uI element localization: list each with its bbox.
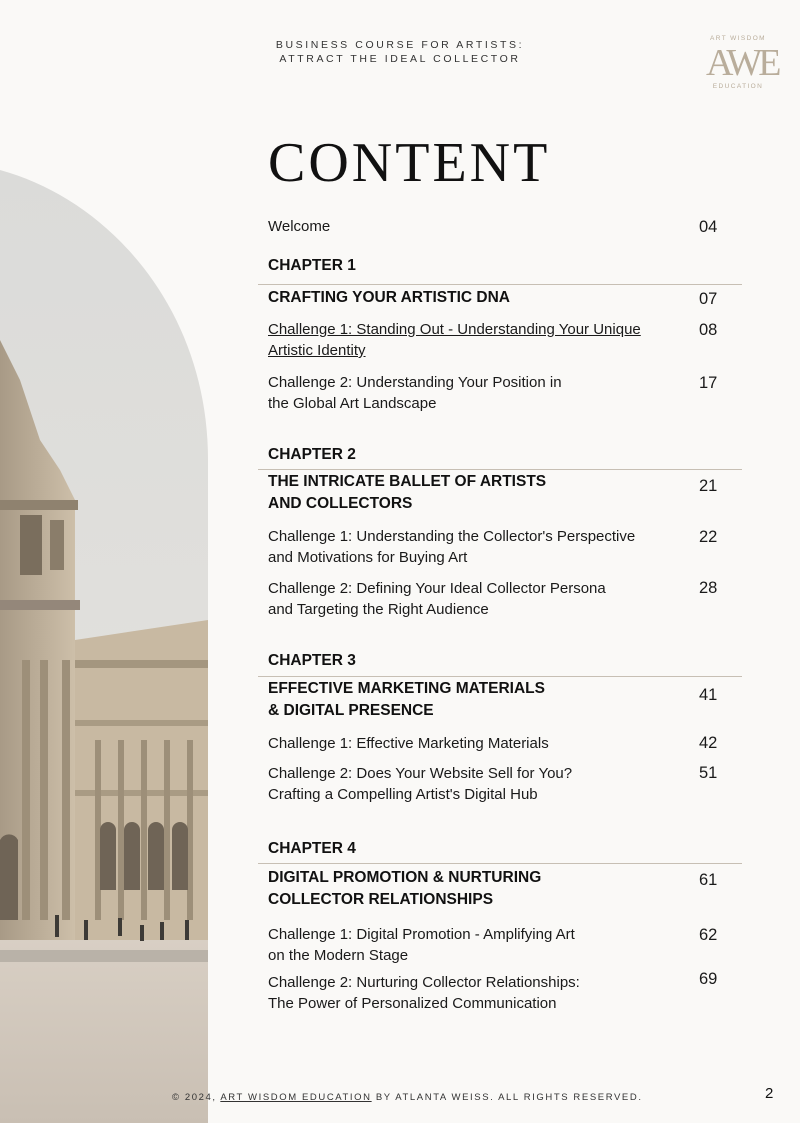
louvre-photo bbox=[0, 0, 208, 1123]
chapter-4-title[interactable]: DIGITAL PROMOTION & NURTURING COLLECTOR RELATIONSHIPS bbox=[268, 869, 542, 908]
chapter-1-challenge-2[interactable]: Challenge 2: Understanding Your Position in the Global Art Landscape bbox=[268, 374, 562, 412]
chapter-3-page: 41 bbox=[699, 686, 718, 704]
chapter-4-page: 61 bbox=[699, 871, 718, 889]
copyright-footer bbox=[172, 1092, 643, 1103]
toc-welcome-label[interactable]: Welcome bbox=[268, 218, 331, 235]
footer-suffix: BY ATLANTA WEISS. ALL RIGHTS RESERVED. bbox=[371, 1092, 643, 1103]
chapter-4-challenge-2-page: 69 bbox=[699, 970, 718, 988]
chapter-1-heading: CHAPTER 1 bbox=[268, 257, 356, 274]
chapter-1-title[interactable]: CRAFTING YOUR ARTISTIC DNA bbox=[268, 289, 510, 306]
header-line-2: ATTRACT THE IDEAL COLLECTOR bbox=[279, 53, 521, 65]
chapter-2-challenge-1[interactable]: Challenge 1: Understanding the Collector's Perspective and Motivations for Buying Art bbox=[268, 528, 636, 566]
chapter-3-challenge-1-page: 42 bbox=[699, 734, 718, 752]
page-title: CONTENT bbox=[268, 132, 551, 194]
chapter-3-challenge-2[interactable]: Challenge 2: Does Your Website Sell for You? Crafting a Compelling Artist's Digital Hub bbox=[268, 765, 573, 803]
chapter-2-challenge-2[interactable]: Challenge 2: Defining Your Ideal Collector Persona and Targeting the Right Audience bbox=[268, 580, 606, 618]
chapter-4-challenge-1-page: 62 bbox=[699, 926, 718, 944]
chapter-4-heading: CHAPTER 4 bbox=[268, 840, 356, 857]
chapter-4-challenge-1[interactable]: Challenge 1: Digital Promotion - Amplifying Art on the Modern Stage bbox=[268, 926, 575, 964]
chapter-2-challenge-2-page: 28 bbox=[699, 579, 718, 597]
chapter-3-challenge-1[interactable]: Challenge 1: Effective Marketing Materials bbox=[268, 735, 549, 752]
toc-welcome-page: 04 bbox=[699, 218, 718, 236]
page-number: 2 bbox=[765, 1085, 774, 1102]
course-header bbox=[250, 38, 550, 66]
chapter-3-heading: CHAPTER 3 bbox=[268, 652, 356, 669]
chapter-3-divider bbox=[258, 676, 742, 677]
chapter-2-heading: CHAPTER 2 bbox=[268, 446, 356, 463]
chapter-4-divider bbox=[258, 863, 742, 864]
chapter-1-divider bbox=[258, 284, 742, 285]
chapter-4-challenge-2[interactable]: Challenge 2: Nurturing Collector Relationships: The Power of Personalized Communication bbox=[268, 974, 580, 1012]
chapter-3-challenge-2-page: 51 bbox=[699, 764, 718, 782]
chapter-2-page: 21 bbox=[699, 477, 718, 495]
chapter-2-divider bbox=[258, 469, 742, 470]
chapter-1-page: 07 bbox=[699, 290, 718, 308]
footer-link[interactable]: ART WISDOM EDUCATION bbox=[220, 1092, 372, 1103]
logo-top-text: ART WISDOM bbox=[709, 35, 766, 42]
chapter-2-title[interactable]: THE INTRICATE BALLET OF ARTISTS AND COLLECTORS bbox=[268, 473, 547, 512]
logo-mark: AWE bbox=[706, 42, 778, 84]
chapter-3-title[interactable]: EFFECTIVE MARKETING MATERIALS & DIGITAL PRESENCE bbox=[268, 680, 545, 719]
chapter-1-challenge-2-page: 17 bbox=[699, 374, 718, 392]
chapter-1-challenge-1-page: 08 bbox=[699, 321, 718, 339]
chapter-2-challenge-1-page: 22 bbox=[699, 528, 718, 546]
header-line-1: BUSINESS COURSE FOR ARTISTS: bbox=[275, 39, 525, 51]
chapter-1-challenge-1[interactable]: Challenge 1: Standing Out - Understanding Your Unique Artistic Identity bbox=[268, 321, 641, 359]
awe-logo bbox=[706, 35, 778, 91]
logo-bottom-text: EDUCATION bbox=[712, 83, 764, 90]
footer-prefix: © 2024, bbox=[172, 1092, 221, 1103]
